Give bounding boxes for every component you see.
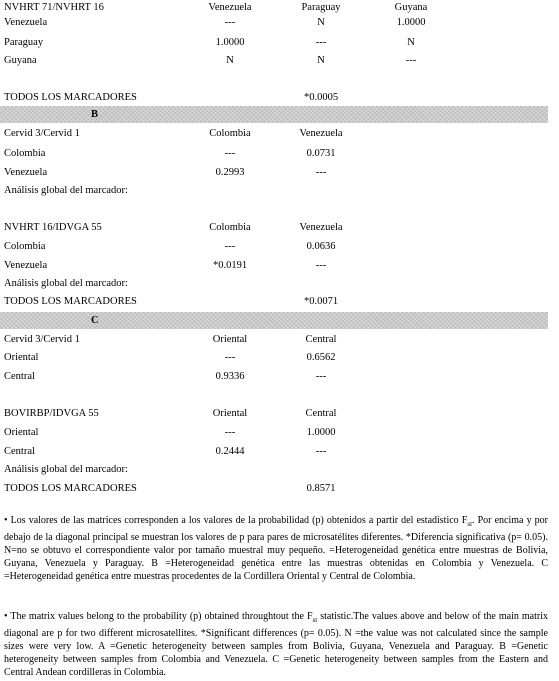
- table-row: [0, 165, 559, 181]
- cell-value: 1.0000: [396, 17, 426, 28]
- total-row: [0, 481, 559, 497]
- cell-value: N: [407, 37, 415, 48]
- section-b-band: [0, 106, 548, 123]
- cell-value: ---: [224, 148, 236, 159]
- total-value: *0.0071: [303, 296, 339, 307]
- b2-header-row: [0, 220, 559, 236]
- global-analysis-label: Análisis global del marcador:: [4, 464, 128, 475]
- footnote-spanish: [4, 514, 548, 583]
- cell-value: 0.0636: [306, 241, 336, 252]
- cell-value: ---: [315, 167, 327, 178]
- b1-header-row: [0, 126, 559, 142]
- footnote-es-part2: . Por encima y por debajo de la diagonal principal se muestran los valores de p para pares de microsatélites diferentes. *Diferencia significativa (p= 0.05). N=no se obtuvo el correspondiente valor por tamaño muestral muy pequeño. =Heterogeneidad genética entre muestras de Bolivia, Guyana, Venezuela y Paraguay. B =Heterogeneidad genética entre las muestras obtenidas en Colombia y Venezuela. C =Heterogeneidad genética entre muestras procedentes de la Cordillera Oriental y Central de Colombia.: [4, 515, 549, 582]
- global-analysis-row: [0, 276, 559, 292]
- row-label: Paraguay: [4, 37, 44, 48]
- cell-value: ---: [224, 352, 236, 363]
- footnote-english: [4, 610, 548, 679]
- row-label: NVHRT 16/IDVGA 55: [4, 222, 102, 233]
- global-analysis-label: Análisis global del marcador:: [4, 278, 128, 289]
- row-label: Venezuela: [4, 17, 48, 28]
- footnote-es-part1: • Los valores de las matrices corresponden a los valores de la probabilidad (p) obtenidos a partir del estadístico F: [4, 515, 468, 526]
- row-label: Central: [4, 371, 35, 382]
- table-row: [0, 444, 559, 460]
- c1-header-row: [0, 332, 559, 348]
- row-label: Oriental: [4, 427, 39, 438]
- column-header: Colombia: [209, 128, 251, 139]
- cell-value: 0.2444: [215, 446, 245, 457]
- cell-value: 0.9336: [215, 371, 245, 382]
- column-header: Central: [305, 334, 337, 345]
- total-value: 0.8571: [306, 483, 336, 494]
- row-label: Colombia: [4, 241, 46, 252]
- total-row: [0, 294, 559, 310]
- cell-value: N: [226, 55, 234, 66]
- cell-value: ---: [224, 241, 236, 252]
- column-header: Oriental: [212, 408, 248, 419]
- cell-value: 0.0731: [306, 148, 336, 159]
- cell-value: ---: [315, 446, 327, 457]
- cell-value: ---: [315, 260, 327, 271]
- cell-value: ---: [224, 427, 236, 438]
- cell-value: ---: [405, 55, 417, 66]
- table-row: [0, 425, 559, 441]
- column-header: Paraguay: [301, 2, 341, 13]
- row-label: Cervid 3/Cervid 1: [4, 128, 80, 139]
- footnote-es-subscript: st: [467, 520, 473, 528]
- cell-value: 0.2993: [215, 167, 245, 178]
- c2-header-row: [0, 406, 559, 422]
- total-label: TODOS LOS MARCADORES: [4, 92, 137, 103]
- tableA-header-row: [0, 0, 559, 16]
- row-label: Venezuela: [4, 260, 48, 271]
- row-label: Cervid 3/Cervid 1: [4, 334, 80, 345]
- row-label: Colombia: [4, 148, 46, 159]
- table-row: [0, 350, 559, 366]
- total-value: *0.0005: [303, 92, 339, 103]
- column-header: Oriental: [212, 334, 248, 345]
- table-row: [0, 146, 559, 162]
- row-label: Venezuela: [4, 167, 48, 178]
- column-header: Venezuela: [299, 128, 343, 139]
- row-label: Central: [4, 446, 35, 457]
- global-analysis-label: Análisis global del marcador:: [4, 185, 128, 196]
- cell-value: ---: [315, 37, 327, 48]
- footnote-en-part1: • The matrix values belong to the probability (p) obtained throughtout the F: [4, 611, 313, 622]
- total-label: TODOS LOS MARCADORES: [4, 483, 137, 494]
- footnote-en-subscript: st: [312, 616, 318, 624]
- section-c-band: [0, 312, 548, 329]
- cell-value: 1.0000: [215, 37, 245, 48]
- row-label: Oriental: [4, 352, 39, 363]
- column-header: Guyana: [394, 2, 428, 13]
- cell-value: N: [317, 17, 325, 28]
- cell-value: N: [317, 55, 325, 66]
- total-row: [0, 90, 559, 106]
- global-analysis-row: [0, 183, 559, 199]
- column-header: Venezuela: [208, 2, 252, 13]
- cell-value: ---: [315, 371, 327, 382]
- row-label: Guyana: [4, 55, 37, 66]
- table-row: [0, 15, 559, 31]
- row-label: BOVIRBP/IDVGA 55: [4, 408, 99, 419]
- column-header: Venezuela: [299, 222, 343, 233]
- section-c-label: C: [91, 315, 99, 326]
- cell-value: 1.0000: [306, 427, 336, 438]
- cell-value: ---: [224, 17, 236, 28]
- global-analysis-row: [0, 462, 559, 478]
- row-label: NVHRT 71/NVHRT 16: [4, 2, 104, 13]
- column-header: Central: [305, 408, 337, 419]
- total-label: TODOS LOS MARCADORES: [4, 296, 137, 307]
- section-b-label: B: [91, 109, 99, 120]
- cell-value: *0.0191: [212, 260, 248, 271]
- table-row: [0, 35, 559, 51]
- table-row: [0, 239, 559, 255]
- footnote-en-part2: statistic.The values above and below of the main matrix diagonal are p for two different microsatellites. *Significant differences (p= 0.05). N =the value was not calculated since the sample sizes were very low. A =Genetic heterogeneity between samples from Bolivia, Guyana, Venezuela and Paraguay. B =Genetic heterogeneity between samples from Colombia and Venezuela. C =Genetic heterogeneity between samples from the Eastern and Central Andean cordilleras in Colombia.: [4, 611, 549, 678]
- column-header: Colombia: [209, 222, 251, 233]
- table-row: [0, 369, 559, 385]
- table-row: [0, 53, 559, 69]
- cell-value: 0.6562: [306, 352, 336, 363]
- table-row: [0, 258, 559, 274]
